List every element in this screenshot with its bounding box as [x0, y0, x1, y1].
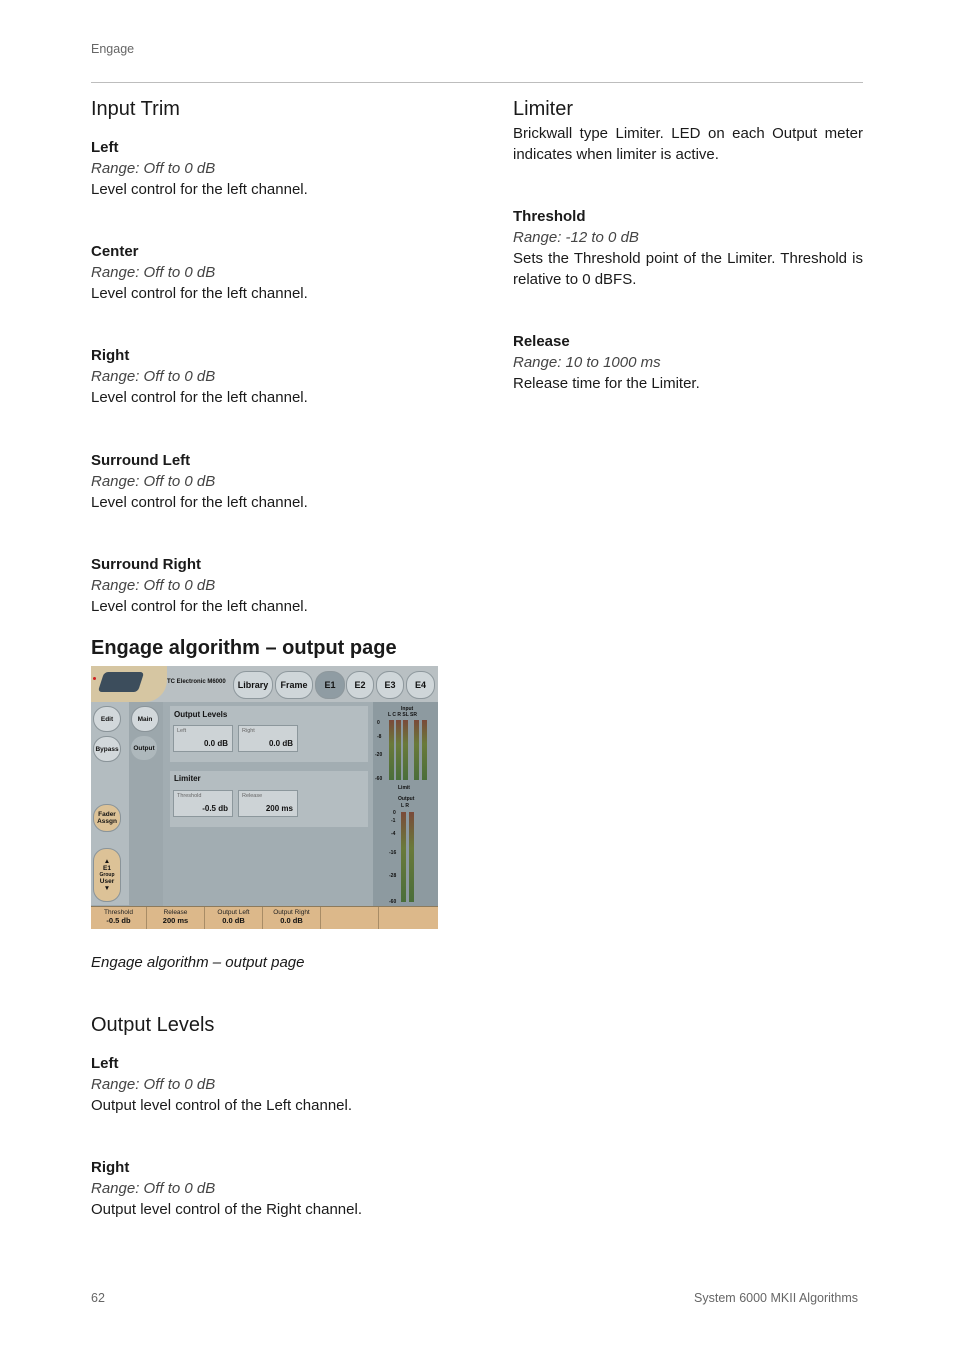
fader-assign-button[interactable]: Fader Assgn [93, 804, 121, 832]
input-meter-l [389, 720, 394, 780]
fader-label: Threshold [104, 909, 133, 916]
input-tick-3: -60 [375, 776, 383, 782]
param-name: Left [91, 139, 119, 156]
group-user-label: User [99, 878, 115, 885]
param-threshold [513, 206, 863, 290]
fader-value: 200 ms [162, 916, 189, 925]
left-level-field[interactable] [173, 725, 233, 752]
param-right [91, 345, 491, 408]
field-label: Right [242, 728, 255, 734]
tab-frame[interactable]: Frame [275, 671, 313, 699]
output-button[interactable]: Output [131, 736, 157, 760]
input-channel-labels: L C R SL SR [388, 712, 417, 718]
tab-e3[interactable]: E3 [376, 671, 404, 699]
param-name: Center [91, 243, 139, 260]
output-tick-1: -1 [391, 818, 396, 824]
param-range: Range: 10 to 1000 ms [513, 354, 661, 371]
release-field[interactable] [238, 790, 298, 817]
param-range: Range: Off to 0 dB [91, 577, 216, 594]
output-levels-title: Output Levels [91, 1014, 215, 1036]
limiter-section [513, 95, 863, 394]
param-desc: Output level control of the Right channel. [91, 1201, 362, 1218]
param-desc: Sets the Threshold point of the Limiter. Threshold is relative to 0 dBFS. [513, 250, 863, 288]
chevron-down-icon[interactable]: ▼ [103, 885, 111, 892]
param-center [91, 241, 491, 304]
fader-value: 0.0 dB [222, 916, 245, 925]
output-meter-label: Output [398, 796, 415, 802]
output-meter-l [401, 812, 406, 902]
fader-label: Release [163, 909, 188, 916]
param-desc: Level control for the left channel. [91, 494, 308, 511]
field-value: -0.5 db [202, 804, 228, 813]
fader-cell-output-left[interactable] [205, 907, 263, 929]
param-surround-left [91, 450, 491, 513]
input-meter-c [396, 720, 401, 780]
param-range: Range: Off to 0 dB [91, 264, 216, 281]
param-desc: Level control for the left channel. [91, 598, 308, 615]
fader-cell-empty-6[interactable] [379, 907, 437, 929]
fader-value: 0.0 dB [280, 916, 303, 925]
output-tick-0: 0 [393, 810, 396, 816]
limiter-title: Limiter [513, 98, 574, 120]
param-range: Range: Off to 0 dB [91, 1180, 216, 1197]
param-range: Range: Off to 0 dB [91, 368, 216, 385]
field-value: 0.0 dB [203, 739, 228, 748]
page-number: 62 [91, 1291, 105, 1305]
limiter-box-title: Limiter [174, 774, 201, 783]
fader-cell-empty-5[interactable] [321, 907, 379, 929]
param-desc: Level control for the left channel. [91, 285, 308, 302]
header-divider [91, 82, 863, 83]
param-desc: Output level control of the Left channel. [91, 1097, 352, 1114]
output-meter-r [409, 812, 414, 902]
status-led [93, 677, 96, 680]
brand-label: TC Electronic M6000 [167, 679, 226, 685]
param-desc: Level control for the left channel. [91, 389, 308, 406]
limiter-intro: Brickwall type Limiter. LED on each Output meter indicates when limiter is active. [513, 125, 863, 163]
param-name: Surround Left [91, 452, 191, 469]
param-name: Right [91, 347, 130, 364]
running-header: Engage [91, 42, 135, 56]
input-meter-sl [414, 720, 419, 780]
field-value: 0.0 dB [268, 739, 293, 748]
fader-cell-threshold[interactable] [91, 907, 147, 929]
param-name: Surround Right [91, 556, 201, 573]
device-screenshot [91, 666, 438, 929]
param-range: Range: Off to 0 dB [91, 473, 216, 490]
group-selector[interactable] [93, 848, 121, 902]
fader-label: Output Left [217, 909, 250, 916]
tab-e1[interactable]: E1 [315, 671, 345, 699]
fader-cell-output-right[interactable] [263, 907, 321, 929]
limit-label: Limit [398, 785, 410, 791]
bypass-button[interactable]: Bypass [93, 736, 121, 762]
right-level-field[interactable] [238, 725, 298, 752]
param-output-right [91, 1157, 491, 1220]
output-levels-section [91, 1011, 491, 1220]
chevron-up-icon[interactable]: ▲ [103, 858, 111, 865]
fader-cell-release[interactable] [147, 907, 205, 929]
param-desc: Level control for the left channel. [91, 181, 308, 198]
field-label: Release [242, 793, 263, 799]
param-range: Range: -12 to 0 dB [513, 229, 639, 246]
edit-button[interactable]: Edit [93, 706, 121, 732]
input-meter-label: Input [401, 706, 414, 712]
field-label: Left [177, 728, 187, 734]
tab-library[interactable]: Library [233, 671, 273, 699]
fader-value: -0.5 db [106, 916, 131, 925]
output-tick-4: -28 [389, 873, 397, 879]
fader-label: Output Right [273, 909, 310, 916]
param-range: Range: Off to 0 dB [91, 160, 216, 177]
input-tick-2: -20 [375, 752, 383, 758]
threshold-field[interactable] [173, 790, 233, 817]
field-value: 200 ms [265, 804, 293, 813]
fader-bar [91, 906, 438, 929]
param-desc: Release time for the Limiter. [513, 375, 700, 392]
output-tick-2: -4 [391, 831, 396, 837]
footer-title: System 6000 MKII Algorithms [694, 1291, 858, 1305]
param-name: Right [91, 1159, 130, 1176]
sub-panel [129, 702, 163, 906]
param-name: Threshold [513, 208, 586, 225]
param-output-left [91, 1053, 491, 1116]
input-meter-sr [422, 720, 427, 780]
input-tick-0: 0 [377, 720, 380, 726]
input-trim-title: Input Trim [91, 98, 180, 120]
group-label: Group [99, 872, 115, 878]
param-name: Left [91, 1055, 119, 1072]
figure-caption: Engage algorithm – output page [91, 954, 305, 971]
output-tick-3: -16 [389, 850, 397, 856]
device-icon [98, 672, 144, 692]
output-channel-labels: L R [401, 803, 409, 809]
group-e1-label: E1 [103, 865, 111, 872]
param-name: Release [513, 333, 570, 350]
output-tick-5: -60 [389, 899, 397, 905]
input-tick-1: -8 [377, 734, 382, 740]
input-meter-r [403, 720, 408, 780]
tab-e4[interactable]: E4 [406, 671, 435, 699]
param-range: Range: Off to 0 dB [91, 1076, 216, 1093]
output-page-heading: Engage algorithm – output page [91, 637, 397, 659]
param-surround-right [91, 554, 491, 617]
param-left [91, 137, 491, 200]
field-label: Threshold [177, 793, 202, 799]
main-button[interactable]: Main [131, 706, 159, 732]
input-trim-section [91, 95, 491, 617]
tab-e2[interactable]: E2 [346, 671, 374, 699]
output-levels-title: Output Levels [174, 710, 228, 719]
param-release [513, 331, 863, 394]
